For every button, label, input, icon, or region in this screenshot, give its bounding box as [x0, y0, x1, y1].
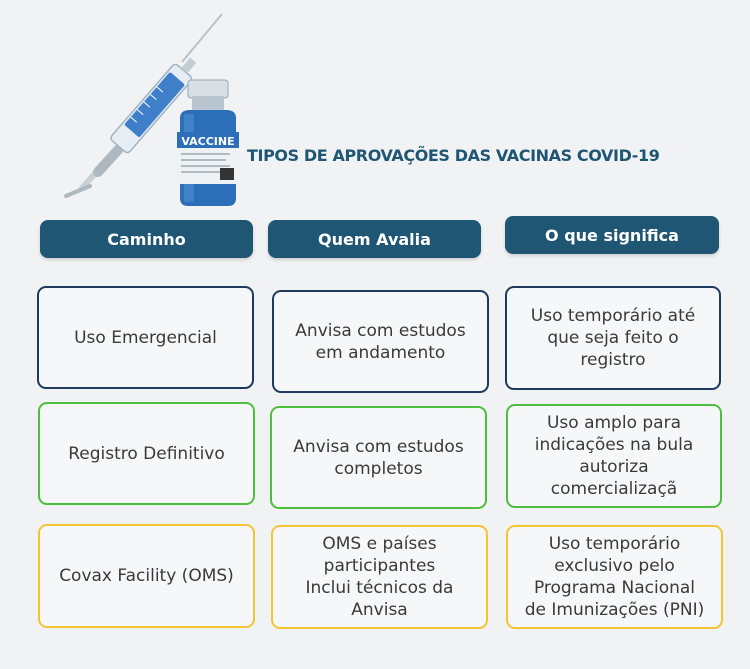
- cell-significa-row2: Uso amplo para indicações na bula autoriza comercializaçã: [506, 404, 722, 508]
- cell-significa-row1: Uso temporário até que seja feito o registro: [505, 286, 721, 390]
- header-quem-avalia: Quem Avalia: [268, 220, 481, 258]
- cell-quem-row1: Anvisa com estudos em andamento: [272, 290, 489, 393]
- vial-label: VACCINE: [181, 135, 235, 148]
- cell-caminho-row3: Covax Facility (OMS): [38, 524, 255, 628]
- infographic-title: TIPOS DE APROVAÇÕES DAS VACINAS COVID-19: [247, 146, 660, 165]
- cell-caminho-row2: Registro Definitivo: [38, 402, 255, 505]
- header-caminho: Caminho: [40, 220, 253, 258]
- header-o-que-significa: O que significa: [505, 216, 719, 254]
- vaccine-vial-icon: [177, 80, 239, 206]
- vaccine-syringe-illustration: [60, 10, 250, 210]
- cell-significa-row3: Uso temporário exclusivo pelo Programa Nacional de Imunizações (PNI): [506, 525, 723, 629]
- cell-quem-row3: OMS e países participantes Inclui técnicos da Anvisa: [271, 525, 488, 629]
- cell-caminho-row1: Uso Emergencial: [37, 286, 254, 389]
- cell-quem-row2: Anvisa com estudos completos: [270, 406, 487, 509]
- needle-icon: [182, 14, 222, 62]
